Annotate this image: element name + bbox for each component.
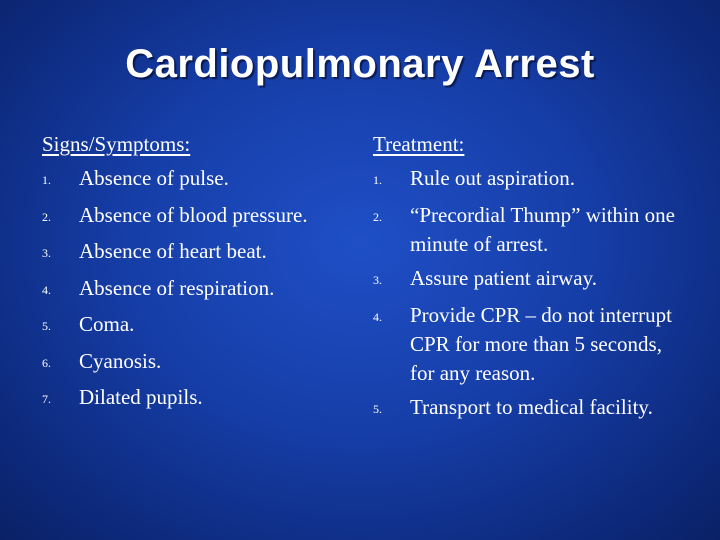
list-text: Absence of respiration. — [79, 275, 275, 300]
list-item — [42, 383, 352, 414]
list-item — [42, 201, 352, 232]
slide-title: Cardiopulmonary Arrest — [125, 42, 595, 86]
treatment-heading: Treatment: — [373, 132, 465, 156]
treatment-list — [373, 164, 683, 424]
list-text: Provide CPR – do not interrupt CPR for more than 5 seconds, for any reason. — [410, 302, 672, 385]
list-item — [373, 301, 683, 388]
list-text: Transport to medical facility. — [410, 395, 653, 419]
list-number: 5. — [42, 319, 51, 333]
list-text: Rule out aspiration. — [410, 166, 576, 190]
list-text: Absence of heart beat. — [79, 239, 267, 263]
treatment-column — [373, 130, 683, 430]
list-number: 7. — [42, 392, 51, 406]
list-text: Coma. — [79, 312, 135, 336]
list-number: 1. — [42, 173, 51, 187]
list-number: 2. — [42, 209, 51, 224]
list-item — [42, 237, 352, 268]
list-text: Dilated pupils. — [79, 385, 203, 409]
list-item — [373, 393, 683, 424]
list-text: Cyanosis. — [79, 348, 162, 373]
list-number: 4. — [373, 309, 382, 324]
list-text: Absence of pulse. — [79, 166, 229, 190]
signs-symptoms-list — [42, 164, 352, 414]
list-number: 6. — [42, 355, 51, 370]
list-number: 1. — [373, 173, 382, 187]
list-text: Assure patient airway. — [410, 266, 597, 290]
list-text: “Precordial Thump” within one minute of arrest. — [410, 202, 675, 256]
list-number: 4. — [42, 282, 51, 297]
list-number: 2. — [373, 209, 382, 224]
list-number: 3. — [42, 246, 51, 260]
signs-symptoms-heading: Signs/Symptoms: — [42, 132, 191, 156]
list-text: Absence of blood pressure. — [79, 202, 308, 227]
list-item — [42, 310, 352, 341]
list-item — [373, 164, 683, 195]
list-number: 3. — [373, 273, 382, 287]
signs-symptoms-column — [42, 130, 352, 420]
list-item — [373, 264, 683, 295]
list-item — [42, 274, 352, 305]
list-item — [373, 201, 683, 259]
list-item — [42, 164, 352, 195]
list-item — [42, 347, 352, 378]
list-number: 5. — [373, 402, 382, 416]
